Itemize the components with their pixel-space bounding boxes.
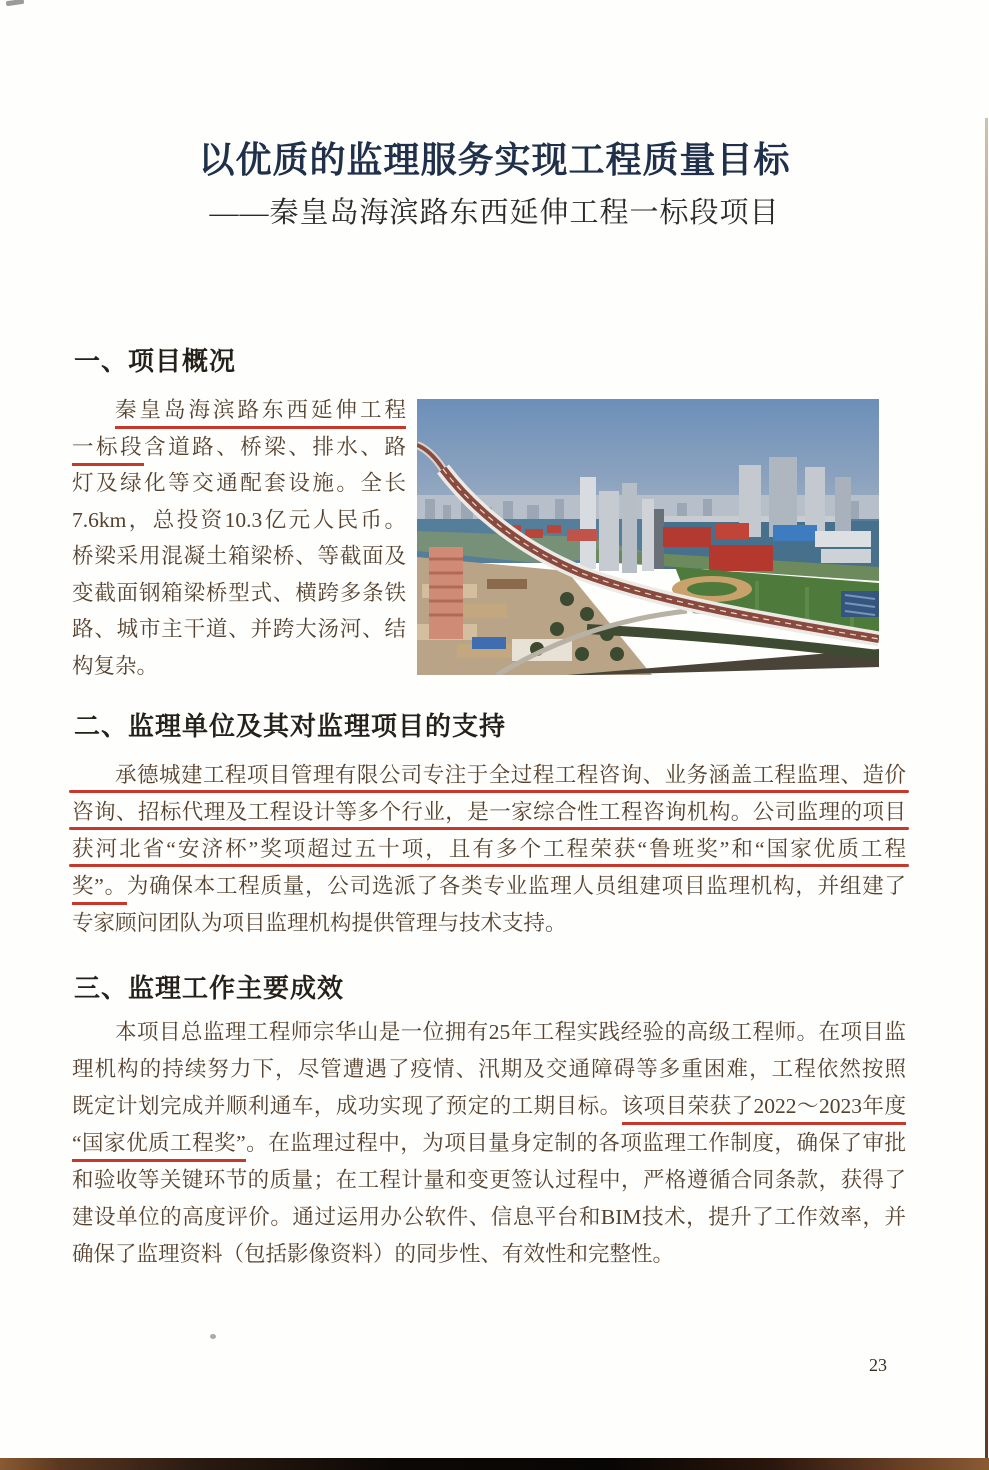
text-segment: 变截面钢箱梁桥型式、横跨多条铁 — [72, 580, 406, 605]
red-underlined-text: “国家优质工程奖” — [72, 1131, 246, 1162]
text-line — [72, 1014, 906, 1051]
red-underlined-text: 奖”。 — [72, 874, 127, 905]
page-title: 以优质的监理服务实现工程质量目标 — [198, 140, 791, 180]
text-segment: 7.6km，总投资10.3亿元人民币。 — [72, 507, 406, 532]
text-segment: 获河北省“安济杯”奖项超过五十项，且有多个工程荣获“鲁班奖”和“国家优质工程 — [72, 837, 906, 861]
page-subtitle: ——秦皇岛海滨路东西延伸工程一标段项目 — [209, 197, 780, 229]
text-line — [72, 1199, 906, 1236]
text-segment: 。在监理过程中，为项目量身定制的各项监理工作制度，确保了审批 — [245, 1131, 906, 1155]
book-edge — [0, 1458, 989, 1470]
section-3-paragraph — [72, 1014, 906, 1273]
section-1-heading: 一、项目概况 — [74, 346, 237, 376]
text-line — [72, 1236, 906, 1273]
text-line — [72, 538, 406, 575]
text-line — [72, 1051, 906, 1088]
scan-speck — [210, 1334, 216, 1339]
text-line — [72, 1162, 906, 1199]
page-edge-shadow — [985, 118, 988, 1460]
text-segment: 既定计划完成并顺利通车，成功实现了预定的工期目标。 — [72, 1094, 622, 1118]
text-line — [72, 757, 906, 794]
text-segment: 理机构的持续努力下，尽管遭遇了疫情、汛期及交通障碍等多重困难，工程依然按照 — [72, 1057, 906, 1081]
text-segment: 灯及绿化等交通配套设施。全长 — [72, 471, 406, 495]
red-underlined-text: 一标段 — [72, 435, 144, 466]
text-line — [72, 648, 406, 685]
text-segment: 建设单位的高度评价。通过运用办公软件、信息平台和BIM技术，提升了工作效率，并 — [72, 1205, 906, 1229]
text-segment: 专家顾问团队为项目监理机构提供管理与技术支持。 — [72, 911, 567, 935]
text-segment: 承德城建工程项目管理有限公司专注于全过程工程咨询、业务涵盖工程监理、造价 — [115, 763, 906, 787]
section-2-heading: 二、监理单位及其对监理项目的支持 — [74, 711, 507, 741]
project-aerial-photo — [417, 399, 879, 675]
text-line — [72, 429, 406, 466]
text-segment: 路、城市主干道、并跨大汤河、结 — [72, 617, 406, 641]
red-underlined-text: 秦皇岛海滨路东西延伸工程 — [115, 398, 406, 429]
text-line — [72, 575, 406, 612]
red-underlined-text: 该项目荣获了2022～2023年度 — [622, 1094, 906, 1125]
section-2-paragraph — [72, 757, 906, 942]
text-line — [72, 502, 406, 539]
text-line — [72, 831, 906, 868]
text-segment: 确保了监理资料（包括影像资料）的同步性、有效性和完整性。 — [72, 1242, 675, 1266]
text-line — [72, 905, 906, 942]
section-1-paragraph — [72, 392, 406, 684]
scan-speck — [6, 0, 25, 6]
text-line — [72, 1088, 906, 1125]
text-line — [72, 392, 406, 429]
page-number: 23 — [869, 1355, 887, 1375]
text-segment: 桥梁采用混凝土箱梁桥、等截面及 — [72, 544, 406, 568]
text-line — [72, 1125, 906, 1162]
text-line — [72, 794, 906, 831]
text-segment: 含道路、桥梁、排水、路 — [144, 434, 406, 459]
section-3-heading: 三、监理工作主要成效 — [74, 973, 345, 1003]
text-segment: 为确保本工程质量，公司选派了各类专业监理人员组建项目监理机构，并组建了 — [126, 874, 906, 898]
text-line — [72, 611, 406, 648]
text-line — [72, 465, 406, 502]
text-line — [72, 868, 906, 905]
text-segment: 构复杂。 — [72, 653, 159, 678]
text-segment: 本项目总监理工程师宗华山是一位拥有25年工程实践经验的高级工程师。在项目监 — [115, 1020, 906, 1044]
text-segment: 和验收等关键环节的质量；在工程计量和变更签认过程中，严格遵循合同条款，获得了 — [72, 1168, 906, 1192]
text-segment: 咨询、招标代理及工程设计等多个行业，是一家综合性工程咨询机构。公司监理的项目 — [72, 800, 906, 824]
